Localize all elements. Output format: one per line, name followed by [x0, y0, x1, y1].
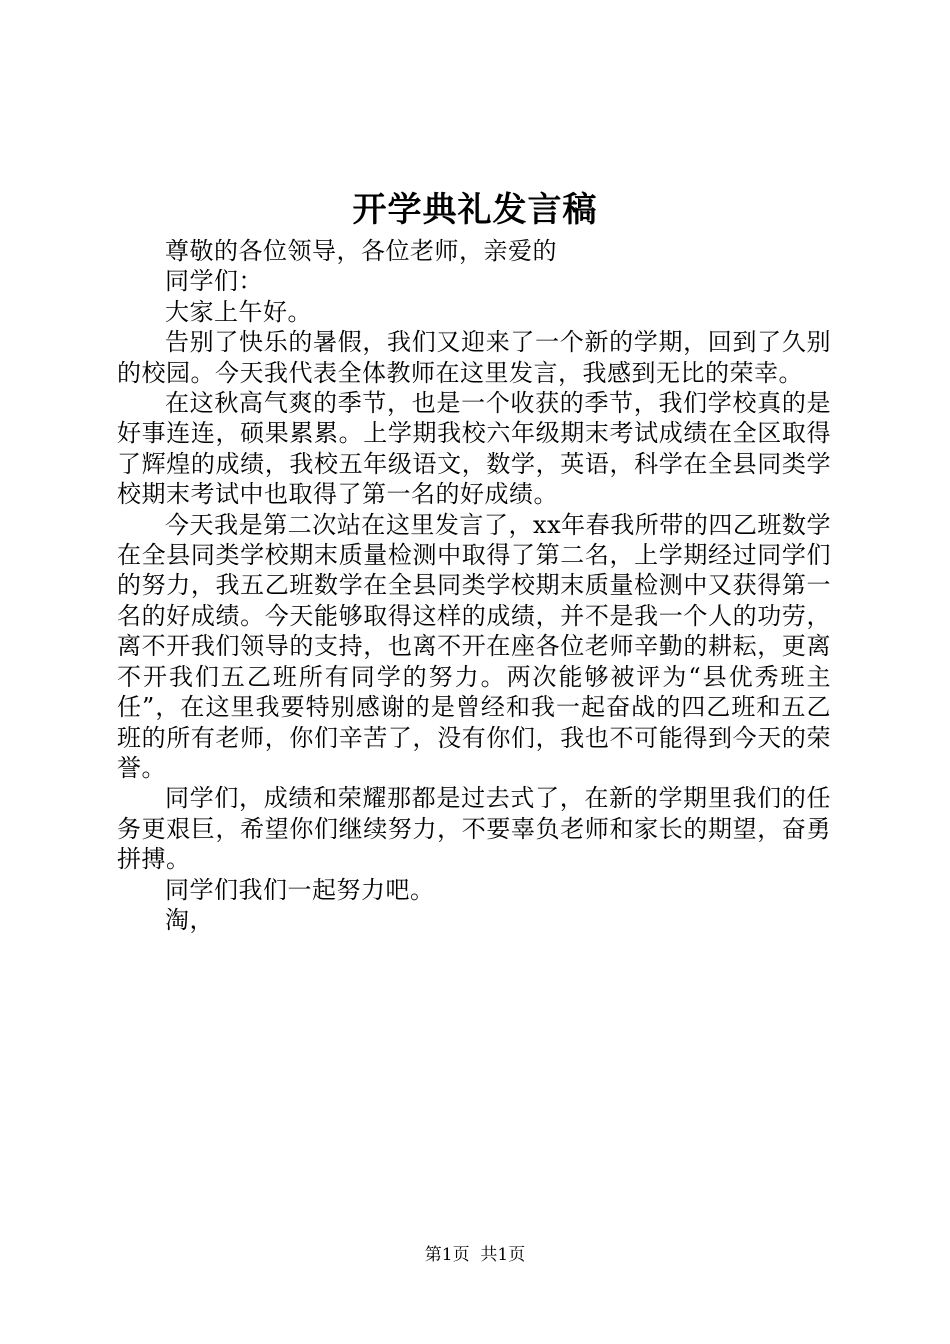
paragraph: 在这秋高气爽的季节，也是一个收获的季节，我们学校真的是好事连连，硕果累累。上学期我校六年级期末考试成绩在全区取得了辉煌的成绩，我校五年级语文，数学，英语，科学在全县同类学校期末考试中也取得了第一名的好成绩。 [117, 389, 831, 509]
paragraph-hello: 大家上午好。 [165, 297, 312, 326]
paragraph-end: 淘， [165, 905, 214, 934]
page-footer [0, 1244, 950, 1266]
paragraph: 同学们，成绩和荣耀那都是过去式了，在新的学期里我们的任务更艰巨，希望你们继续努力，不要辜负老师和家长的期望，奋勇拼搏。 [117, 784, 831, 874]
paragraph: 告别了快乐的暑假，我们又迎来了一个新的学期，回到了久别的校园。今天我代表全体教师在这里发言，我感到无比的荣幸。 [117, 328, 831, 387]
page-number-label: 第1页 共1页 [424, 1245, 526, 1265]
document-body [117, 236, 831, 935]
paragraph-greeting-cont: 同学们： [165, 267, 263, 296]
paragraph-closing: 同学们我们一起努力吧。 [165, 875, 435, 904]
paragraph: 今天我是第二次站在这里发言了，xx年春我所带的四乙班数学在全县同类学校期末质量检测中取得了第二名，上学期经过同学们的努力，我五乙班数学在全县同类学校期末质量检测中又获得第一名的好成绩。今天能够取得这样的成绩，并不是我一个人的功劳，离不开我们领导的支持，也离不开在座各位老师辛勤的耕耘，更离不开我们五乙班所有同学的努力。两次能够被评为“县优秀班主任”，在这里我要特别感谢的是曾经和我一起奋战的四乙班和五乙班的所有老师，你们辛苦了，没有你们，我也不可能得到今天的荣誉。 [117, 510, 831, 782]
paragraph-greeting: 尊敬的各位领导，各位老师，亲爱的 [165, 237, 557, 265]
document-title: 开学典礼发言稿 [352, 190, 598, 230]
